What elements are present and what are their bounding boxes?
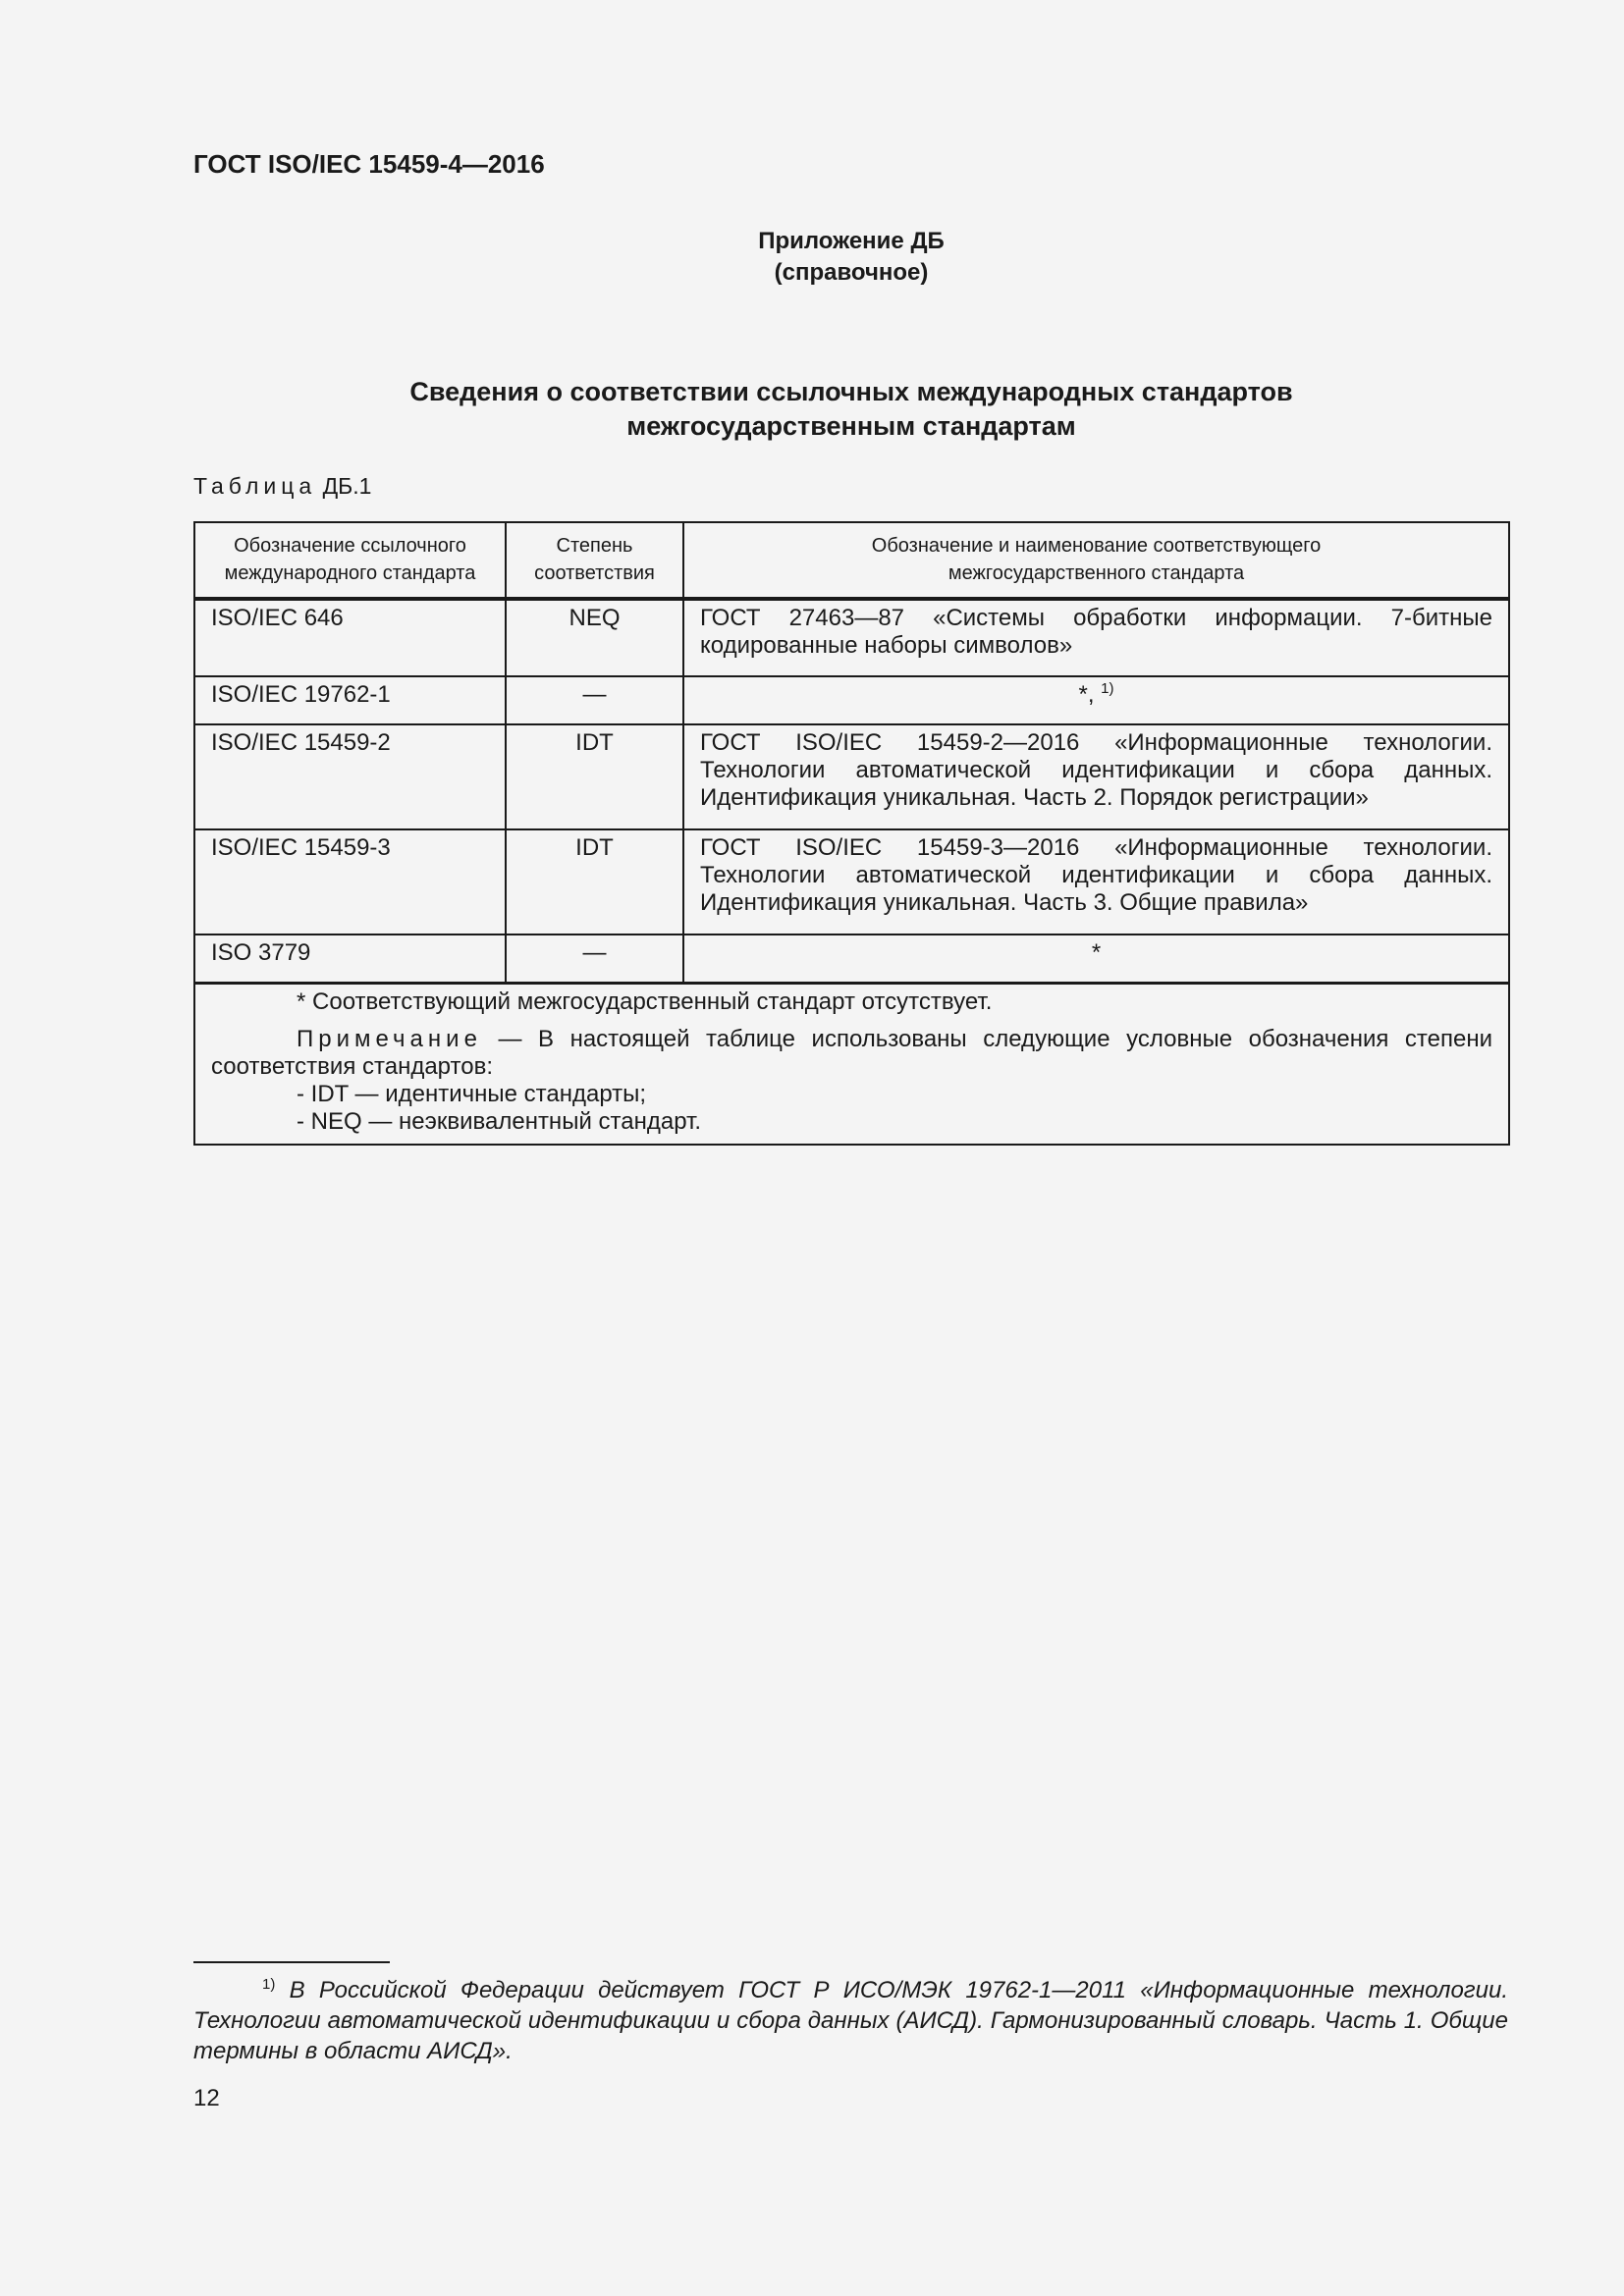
cell-degree: IDT xyxy=(506,724,683,829)
header-code-line1: Обозначение ссылочного xyxy=(234,535,466,557)
page-number: 12 xyxy=(193,2085,220,2111)
note-item-idt: - IDT — идентичные стандарты; xyxy=(297,1080,647,1107)
table-note xyxy=(211,1026,1492,1081)
cell-degree: NEQ xyxy=(506,599,683,676)
correspondence-table xyxy=(193,521,1510,1146)
footnote xyxy=(193,1975,1508,2066)
annex-type: (справочное) xyxy=(774,259,929,286)
asterisk-note: * Соответствующий межгосударственный стандарт отсутствует. xyxy=(297,988,993,1015)
cell-degree: — xyxy=(506,934,683,983)
table-caption-id: ДБ.1 xyxy=(322,473,372,499)
table-row xyxy=(194,676,1509,724)
cell-degree: IDT xyxy=(506,829,683,934)
note-body: — В настоящей таблице использованы следующие условные обозначения степени соответствия стандартов: xyxy=(211,1025,1492,1080)
footnote-marker: 1) xyxy=(262,1976,276,1993)
header-code xyxy=(194,522,506,599)
cell-code: ISO/IEC 19762-1 xyxy=(194,676,506,724)
footnote-divider xyxy=(193,1961,390,1963)
cell-name xyxy=(683,676,1509,724)
cell-code: ISO 3779 xyxy=(194,934,506,983)
table-notes xyxy=(194,983,1509,1145)
cell-code: ISO/IEC 646 xyxy=(194,599,506,676)
cell-name: ГОСТ ISO/IEC 15459-3—2016 «Информационные технологии. Технологии автоматической идентификации и сбора данных. Идентификация уникальная. Часть 3. Общие правила» xyxy=(683,829,1509,934)
section-title-line2: межгосударственным стандартам xyxy=(626,411,1076,441)
note-item-neq: - NEQ — неэквивалентный стандарт. xyxy=(297,1107,702,1135)
cell-code: ISO/IEC 15459-3 xyxy=(194,829,506,934)
footnote-ref: 1) xyxy=(1101,680,1114,697)
annex-title: Приложение ДБ xyxy=(758,228,945,254)
header-code-line2: международного стандарта xyxy=(224,562,476,584)
section-title xyxy=(0,375,1624,444)
table-row xyxy=(194,829,1509,934)
note-label: Примечание xyxy=(297,1025,482,1052)
header-degree-line1: Степень xyxy=(556,535,633,557)
table-caption-label: Таблица xyxy=(193,473,317,499)
section-title-line1: Сведения о соответствии ссылочных международных стандартов xyxy=(409,377,1293,406)
table-notes-row xyxy=(194,983,1509,1145)
cell-degree: — xyxy=(506,676,683,724)
table-caption xyxy=(193,473,371,500)
table-row xyxy=(194,599,1509,676)
cell-name: ГОСТ ISO/IEC 15459-2—2016 «Информационные технологии. Технологии автоматической идентификации и сбора данных. Идентификация уникальная. Часть 2. Порядок регистрации» xyxy=(683,724,1509,829)
table-header-row xyxy=(194,522,1509,599)
header-name-line1: Обозначение и наименование соответствующего xyxy=(871,535,1322,557)
cell-name: ГОСТ 27463—87 «Системы обработки информации. 7-битные кодированные наборы символов» xyxy=(683,599,1509,676)
document-id: ГОСТ ISO/IEC 15459-4—2016 xyxy=(193,149,545,179)
header-name xyxy=(683,522,1509,599)
annex-heading xyxy=(0,226,1624,289)
cell-name: * xyxy=(683,934,1509,983)
header-name-line2: межгосударственного стандарта xyxy=(947,562,1245,584)
table-row xyxy=(194,934,1509,983)
table-row xyxy=(194,724,1509,829)
header-degree xyxy=(506,522,683,599)
cell-code: ISO/IEC 15459-2 xyxy=(194,724,506,829)
missing-standard-mark: *, xyxy=(1078,681,1095,708)
footnote-text: В Российской Федерации действует ГОСТ Р ИСО/МЭК 19762-1—2011 «Информационные технологии. Технологии автоматической идентификации и сбора данных (АИСД). Гармонизированный словарь. Часть 1. Общие термины в области АИСД». xyxy=(193,1977,1509,2064)
header-degree-line2: соответствия xyxy=(534,562,655,584)
